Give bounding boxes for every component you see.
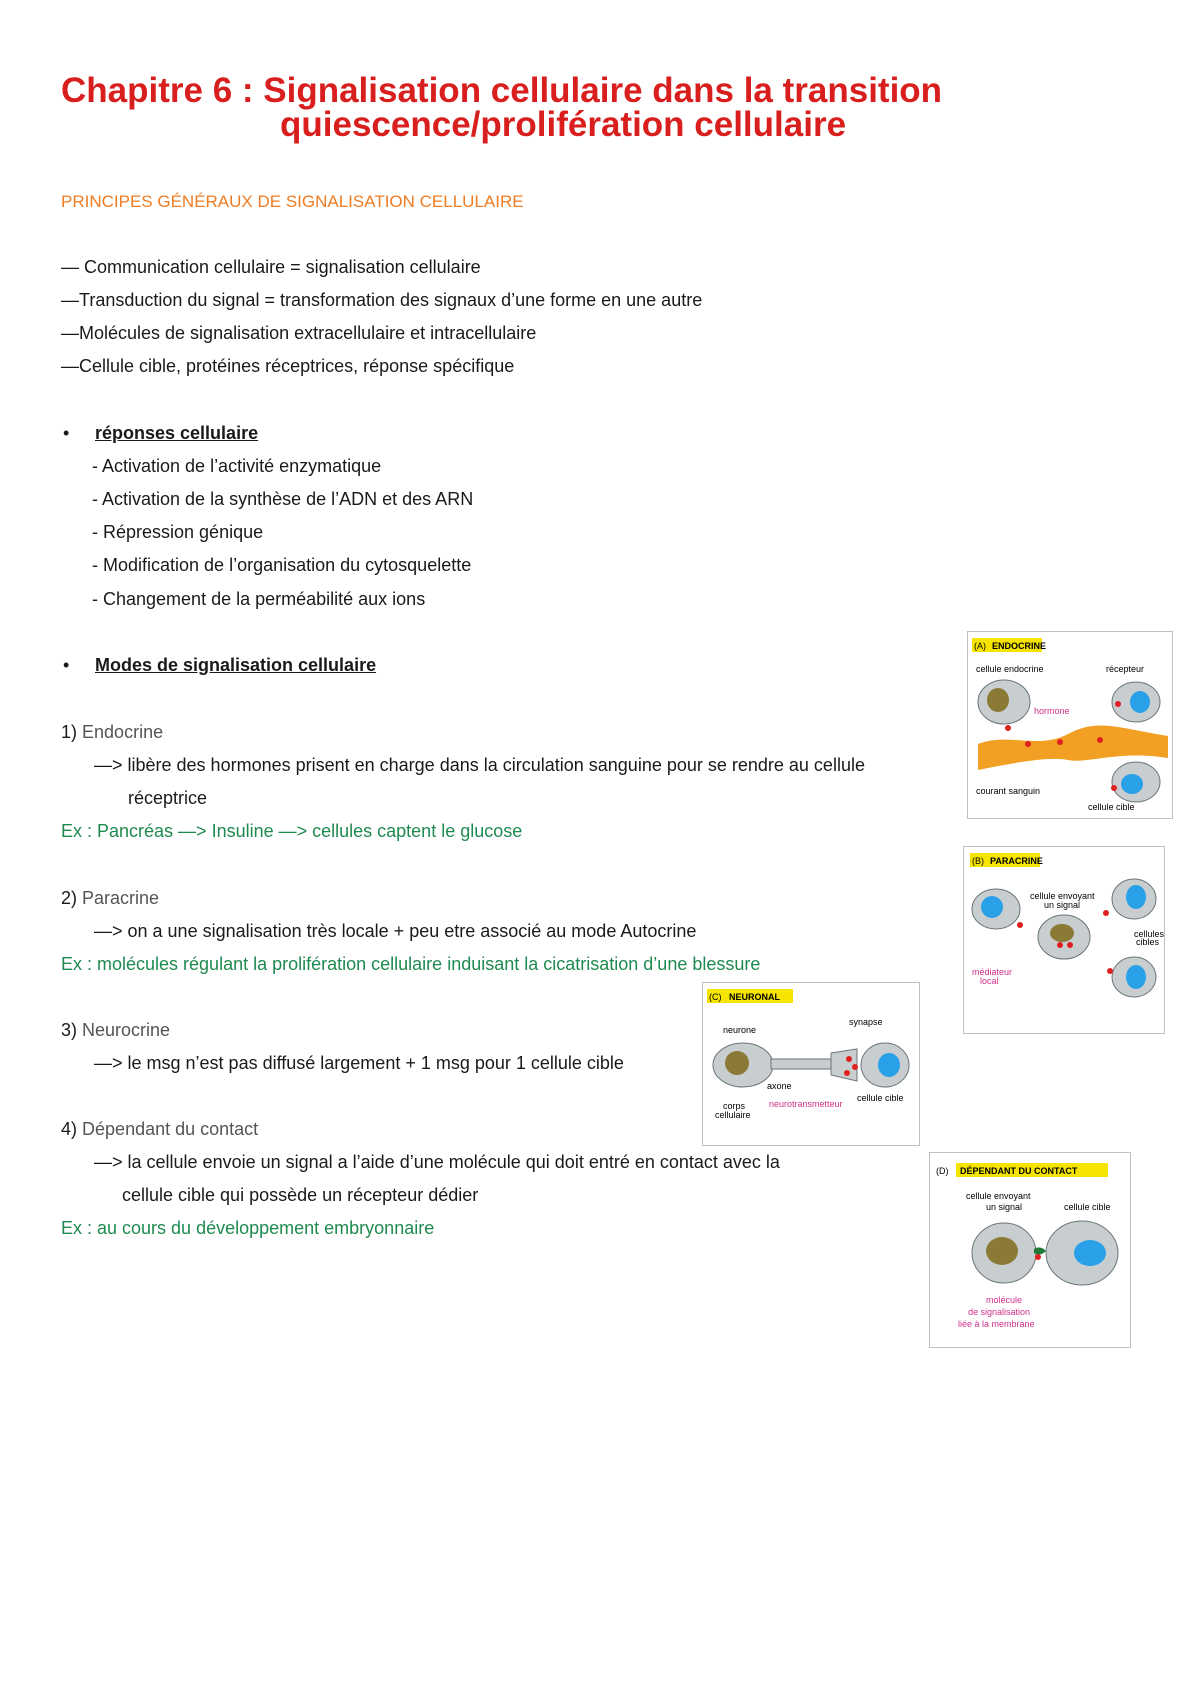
title-line-1: Chapitre 6 : Signalisation cellulaire dans la transition	[61, 71, 943, 110]
mediator-line-2: local	[980, 976, 999, 986]
response-item-2: - Activation de la synthèse de l’ADN et des ARN	[92, 489, 474, 509]
hormone-dot	[1057, 739, 1063, 745]
paracrine-target-nucleus	[981, 896, 1003, 918]
paracrine-target-nucleus	[1126, 965, 1146, 989]
neuron-label: neurone	[723, 1025, 757, 1035]
neuron-target-nucleus	[878, 1053, 900, 1077]
paracrine-figure	[963, 846, 1165, 1034]
endocrine-nucleus	[987, 688, 1009, 712]
paracrine-example: Ex : molécules régulant la prolifération cellulaire induisant la cicatrisation d’une blessure	[61, 954, 761, 974]
contact-heading	[61, 1119, 258, 1140]
response-item-5: - Changement de la perméabilité aux ions	[92, 589, 426, 609]
neuronal-label: NEURONAL	[729, 992, 780, 1002]
molecule-line-3: liée à la membrane	[958, 1319, 1035, 1329]
paracrine-sender-line-2: un signal	[1044, 900, 1081, 910]
endocrine-target-label: cellule cible	[1088, 802, 1135, 812]
principle-4: —Cellule cible, protéines réceptrices, réponse spécifique	[61, 356, 515, 376]
endocrine-desc-1: —> libère des hormones prisent en charge dans la circulation sanguine pour se rendre au cellule	[94, 755, 865, 775]
response-item-3: - Répression génique	[92, 522, 264, 542]
cell-body-line-2: cellulaire	[715, 1110, 751, 1120]
endocrine-label: ENDOCRINE	[992, 641, 1047, 651]
contact-target-nucleus	[1074, 1240, 1106, 1266]
paracrine-target-nucleus	[1126, 885, 1146, 909]
endocrine-num: 1)	[61, 722, 78, 742]
neurocrine-num: 3)	[61, 1020, 78, 1040]
modes-bullet: •	[63, 655, 70, 675]
mediator-line-1: médiateur	[972, 967, 1013, 977]
hormone-dot	[1115, 701, 1121, 707]
contact-diagram	[930, 1153, 1130, 1347]
target-nucleus	[1121, 774, 1143, 794]
modes-heading: Modes de signalisation cellulaire	[95, 655, 377, 675]
principle-1: — Communication cellulaire = signalisation cellulaire	[61, 257, 481, 277]
endocrine-name: Endocrine	[82, 722, 164, 742]
paracrine-label: PARACRINE	[990, 856, 1043, 866]
hormone-label: hormone	[1034, 706, 1070, 716]
neurotransmitter-dot	[846, 1056, 852, 1062]
hormone-dot	[1097, 737, 1103, 743]
signal-molecule-dot	[1035, 1254, 1041, 1260]
neuronal-figure	[702, 982, 920, 1146]
axon-label: axone	[767, 1081, 792, 1091]
blood-stream-label: courant sanguin	[976, 786, 1041, 796]
paracrine-num: 2)	[61, 888, 78, 908]
page-title	[61, 71, 943, 144]
contact-name: Dépendant du contact	[82, 1119, 259, 1139]
responses-heading: réponses cellulaire	[95, 423, 259, 443]
contact-example: Ex : au cours du développement embryonnaire	[61, 1218, 435, 1238]
molecule-line-2: de signalisation	[968, 1307, 1031, 1317]
endocrine-heading	[61, 722, 163, 743]
endocrine-receptor-label: récepteur	[1106, 664, 1145, 674]
hormone-dot	[1025, 741, 1031, 747]
paracrine-diagram	[964, 847, 1164, 1033]
mediator-dot	[1107, 968, 1113, 974]
endocrine-diagram	[968, 632, 1172, 818]
contact-num: 4)	[61, 1119, 78, 1139]
contact-sender-line-2: un signal	[986, 1202, 1023, 1212]
membrane-receptor	[1034, 1247, 1046, 1254]
title-line-2: quiescence/prolifération cellulaire	[280, 105, 847, 144]
mediator-dot	[1057, 942, 1063, 948]
paracrine-tag: (B)	[972, 856, 984, 866]
contact-target-label: cellule cible	[1064, 1202, 1111, 1212]
contact-tag: (D)	[936, 1166, 949, 1176]
endocrine-cell-label: cellule endocrine	[976, 664, 1044, 674]
section-heading: PRINCIPES GÉNÉRAUX DE SIGNALISATION CELLULAIRE	[61, 192, 524, 211]
synapse-label: synapse	[849, 1017, 883, 1027]
neurotransmitter-dot	[852, 1064, 858, 1070]
neurotransmitter-label: neurotransmetteur	[769, 1099, 843, 1109]
mediator-dot	[1067, 942, 1073, 948]
contact-desc-1: —> la cellule envoie un signal a l’aide d’une molécule qui doit entré en contact avec la	[94, 1152, 780, 1172]
paracrine-heading	[61, 888, 159, 909]
neurocrine-heading	[61, 1020, 170, 1041]
endocrine-example: Ex : Pancréas —> Insuline —> cellules captent le glucose	[61, 821, 523, 841]
principle-3: —Molécules de signalisation extracellulaire et intracellulaire	[61, 323, 537, 343]
principle-2: —Transduction du signal = transformation des signaux d’une forme en une autre	[61, 290, 703, 310]
contact-figure	[929, 1152, 1131, 1348]
molecule-line-1: molécule	[986, 1295, 1023, 1305]
neuron-target-label: cellule cible	[857, 1093, 904, 1103]
receptor-nucleus	[1130, 691, 1150, 713]
neurocrine-desc-1: —> le msg n’est pas diffusé largement + 1 msg pour 1 cellule cible	[94, 1053, 624, 1073]
cell-body-line-1: corps	[723, 1101, 746, 1111]
hormone-dot	[1111, 785, 1117, 791]
response-item-4: - Modification de l’organisation du cytosquelette	[92, 555, 472, 575]
paracrine-sender-line-1: cellule envoyant	[1030, 891, 1095, 901]
response-item-1: - Activation de l’activité enzymatique	[92, 456, 382, 476]
paracrine-sender-nucleus	[1050, 924, 1074, 942]
neuronal-tag: (C)	[709, 992, 722, 1002]
hormone-dot	[1005, 725, 1011, 731]
neurotransmitter-dot	[844, 1070, 850, 1076]
neuron-nucleus	[725, 1051, 749, 1075]
neurocrine-name: Neurocrine	[82, 1020, 171, 1040]
endocrine-tag: (A)	[974, 641, 986, 651]
paracrine-desc-1: —> on a une signalisation très locale + peu etre associé au mode Autocrine	[94, 921, 697, 941]
contact-desc-2: cellule cible qui possède un récepteur dédier	[122, 1185, 479, 1205]
mediator-dot	[1103, 910, 1109, 916]
contact-label: DÉPENDANT DU CONTACT	[960, 1166, 1078, 1176]
paracrine-name: Paracrine	[82, 888, 160, 908]
paracrine-targets-line-1: cellules	[1134, 929, 1164, 939]
endocrine-desc-2: réceptrice	[128, 788, 208, 808]
mediator-dot	[1017, 922, 1023, 928]
neuronal-diagram	[703, 983, 919, 1145]
endocrine-figure	[967, 631, 1173, 819]
contact-sender-line-1: cellule envoyant	[966, 1191, 1031, 1201]
paracrine-targets-line-2: cibles	[1136, 937, 1160, 947]
axon	[771, 1059, 833, 1069]
contact-sender-nucleus	[986, 1237, 1018, 1265]
responses-bullet: •	[63, 423, 70, 443]
